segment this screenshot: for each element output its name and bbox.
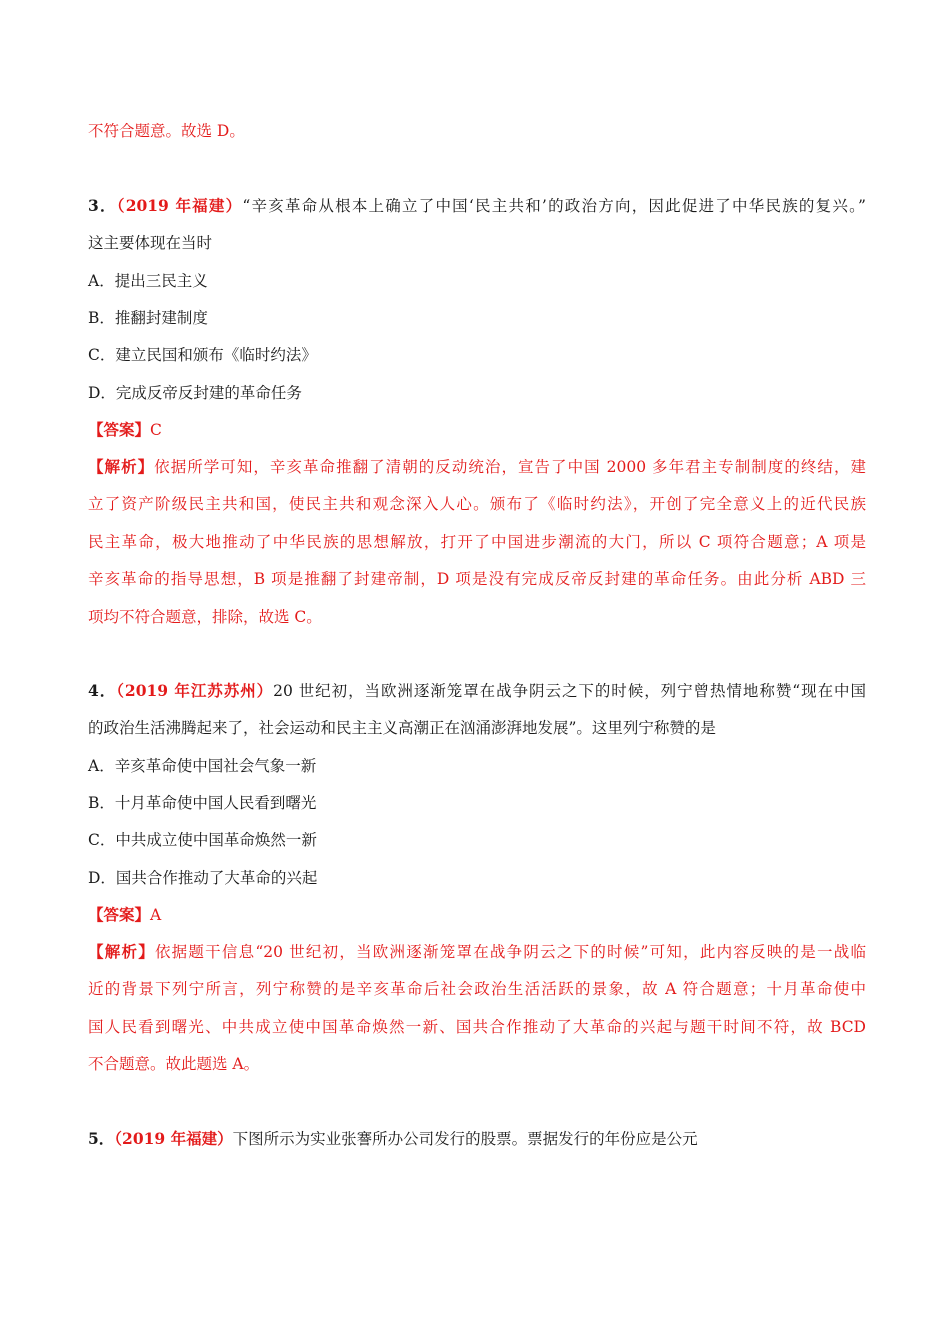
q4-analysis-line-2: 近的背景下列宁所言，列宁称赞的是辛亥革命后社会政治生活活跃的景象，故 A 符合题意；十月革命使中: [88, 980, 866, 998]
q4-number: 4．: [88, 681, 117, 700]
q3-answer-value: C: [150, 421, 162, 439]
q5-stem-text: 下图所示为实业张謇所办公司发行的股票。票据发行的年份应是公元: [232, 1130, 698, 1148]
q3-analysis-line-3: 民主革命，极大地推动了中华民族的思想解放，打开了中国进步潮流的大门，所以 C 项符合题意；A 项是: [88, 533, 866, 551]
q5-number: 5．: [88, 1129, 115, 1148]
q4-answer-label: 【答案】: [88, 905, 151, 924]
q3-answer-label: 【答案】: [88, 420, 151, 439]
q3-stem-text: “辛亥革命从根本上确立了中国‘民主共和’的政治方向，因此促进了中华民族的复兴。”: [242, 197, 866, 215]
q3-stem-line-2: 这主要体现在当时: [88, 234, 213, 252]
q4-answer: [88, 904, 161, 926]
q4-answer-value: A: [150, 906, 162, 924]
q3-option-a: A．提出三民主义: [88, 272, 208, 290]
q4-option-d: D．国共合作推动了大革命的兴起: [88, 869, 318, 887]
q3-analysis-line-2: 立了资产阶级民主共和国，使民主共和观念深入人心。颁布了《临时约法》，开创了完全意义上的近代民族: [88, 495, 866, 513]
q4-analysis-line-4: 不合题意。故此题选 A。: [88, 1055, 260, 1073]
q4-stem-line-2: 的政治生活沸腾起来了，社会运动和民主主义高潮正在汹涌澎湃地发展”。这里列宁称赞的是: [88, 719, 716, 737]
q3-option-c: C．建立民国和颁布《临时约法》: [88, 346, 317, 364]
q4-analysis-line-1: [88, 941, 866, 963]
q2-analysis-tail: 不符合题意。故选 D。: [88, 122, 245, 140]
q4-analysis-label: 【解析】: [88, 942, 155, 961]
q4-option-c: C．中共成立使中国革命焕然一新: [88, 831, 317, 849]
q3-analysis-line-1: [88, 456, 866, 478]
q3-analysis-line-4: 辛亥革命的指导思想，B 项是推翻了封建帝制，D 项是没有完成反帝反封建的革命任务。由此分析 ABD 三: [88, 570, 866, 588]
q4-option-b: B．十月革命使中国人民看到曙光: [88, 794, 317, 812]
q3-analysis-text-1: 依据所学可知，辛亥革命推翻了清朝的反动统治，宣告了中国 2000 多年君主专制制度的终结，建: [154, 458, 866, 476]
q4-source: （2019 年江苏苏州）: [116, 681, 274, 700]
q4-stem-text: 20 世纪初，当欧洲逐渐笼罩在战争阴云之下的时候，列宁曾热情地称赞“现在中国: [273, 682, 866, 700]
q5-source: （2019 年福建）: [114, 1129, 233, 1148]
q4-analysis-text-1: 依据题干信息“20 世纪初，当欧洲逐渐笼罩在战争阴云之下的时候”可知，此内容反映的是一战临: [154, 943, 866, 961]
q4-stem-line-1: [88, 680, 866, 702]
q3-stem-line-1: [88, 195, 866, 217]
q3-analysis-label: 【解析】: [88, 457, 155, 476]
q3-source: （2019 年福建）: [116, 196, 243, 215]
q3-option-d: D．完成反帝反封建的革命任务: [88, 384, 302, 402]
q3-analysis-line-5: 项均不符合题意，排除，故选 C。: [88, 608, 322, 626]
q5-stem-line-1: [88, 1128, 698, 1150]
q4-analysis-line-3: 国人民看到曙光、中共成立使中国革命焕然一新、国共合作推动了大革命的兴起与题干时间不符，故 BCD: [88, 1018, 866, 1036]
q3-number: 3．: [88, 196, 117, 215]
q3-answer: [88, 419, 162, 441]
q3-option-b: B．推翻封建制度: [88, 309, 208, 327]
q4-option-a: A．辛亥革命使中国社会气象一新: [88, 757, 317, 775]
